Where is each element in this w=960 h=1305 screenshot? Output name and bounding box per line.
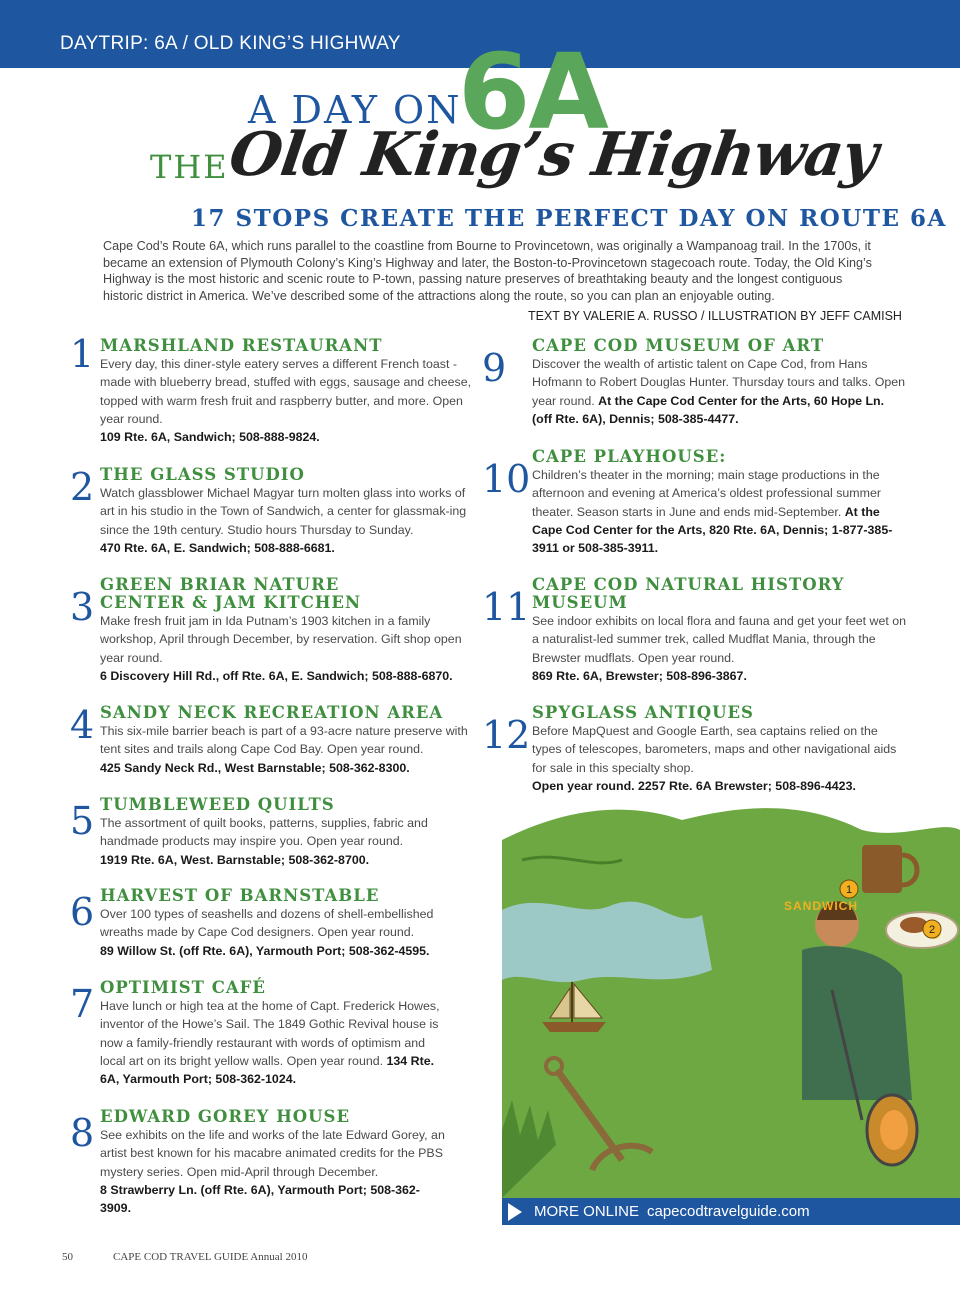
map-label-sandwich: SANDWICH: [784, 899, 858, 913]
entry-title: HARVEST OF BARNSTABLE: [100, 886, 380, 905]
entry-number: 9: [482, 346, 507, 390]
page-number: 50: [62, 1251, 73, 1263]
entry-6: [70, 887, 475, 960]
entry-10: [482, 448, 907, 557]
entry-number: 5: [70, 799, 95, 843]
entry-body: Over 100 types of seashells and dozens of shell-embellished wreaths made by Cape Cod designers. Open year round. 89 Willow St. (off Rte. 6A), Yarmouth Port; 508-362-4595.: [100, 907, 434, 958]
entry-address: 1919 Rte. 6A, West. Barnstable; 508-362-8700.: [100, 852, 370, 867]
more-online-bar[interactable]: [502, 1198, 960, 1225]
map-illustration-svg: [502, 800, 960, 1198]
breakfast-plate-icon: [886, 912, 958, 948]
play-arrow-icon: [508, 1203, 522, 1221]
more-online-link[interactable]: capecodtravelguide.com: [647, 1203, 810, 1220]
map-marker-2: [923, 920, 941, 938]
intro-paragraph: Cape Cod’s Route 6A, which runs parallel to the coastline from Bourne to Provincetown, was originally a Wampanoag trail. In the 1700s, it became an extension of Plymouth Colony’s King’s Highway and later, the Boston-to-Provincetown stagecoach route. Today, the Old King’s Highway is the most historic and scenic route to P-town, passing nature preserves of breathtaking beauty and the longest contiguous historic district in America. We’ve described some of the attractions along the route, so you can plan an enjoyable outing.: [103, 239, 872, 303]
entry-number: 8: [70, 1111, 95, 1155]
entry-body: Every day, this diner-style eatery serves a different French toast - made with blueberry bread, stuffed with eggs, sausage and cheese, topped with warm fresh fruit and raspberry butter, and more. Open year round. 109 Rte. 6A, Sandwich; 508-888-9824.: [100, 357, 472, 445]
map-marker-1: [840, 880, 858, 898]
entry-address: 425 Sandy Neck Rd., West Barnstable; 508-362-8300.: [100, 760, 410, 775]
title-old-kings-highway: Old King’s Highway: [225, 120, 882, 190]
title-the: THE: [150, 148, 229, 186]
entry-title: GREEN BRIAR NATURE CENTER & JAM KITCHEN: [100, 575, 362, 612]
entry-4: [70, 704, 475, 777]
title-a-day-on: A DAY ON: [248, 88, 462, 132]
subtitle: 17 STOPS CREATE THE PERFECT DAY ON ROUTE 6A: [191, 205, 947, 232]
entry-body: See exhibits on the life and works of the late Edward Gorey, an artist best known for his macabre animated credits for the PBS mystery series. Open mid-April through December. 8 Strawberry Ln. (off Rte. 6A), Yarmouth Port; 508-362-3909.: [100, 1128, 445, 1216]
svg-text:1: 1: [845, 884, 853, 896]
entry-title: THE GLASS STUDIO: [100, 465, 305, 484]
entry-address: 109 Rte. 6A, Sandwich; 508-888-9824.: [100, 430, 320, 445]
entry-1: [70, 332, 475, 446]
entry-address: At the Cape Cod Center for the Arts, 820 Rte. 6A, Dennis; 1-877-385-3911 or 508-385-3911.: [532, 504, 893, 556]
entry-number: 12: [482, 713, 531, 757]
entry-number: 1: [70, 332, 95, 376]
entry-number: 6: [70, 890, 95, 934]
publication-name: CAPE COD TRAVEL GUIDE Annual 2010: [113, 1251, 308, 1263]
entry-address: 869 Rte. 6A, Brewster; 508-896-3867.: [532, 668, 747, 683]
entry-body: Watch glassblower Michael Magyar turn molten glass into works of art in his studio in the Town of Sandwich, a center for glassmak-ing since the 19th century. Studio hours Thursday to Sunday. 470 Rte. 6A, E. Sandwich; 508-888-6681.: [100, 486, 467, 555]
entry-title: TUMBLEWEED QUILTS: [100, 795, 335, 814]
entry-body: See indoor exhibits on local flora and fauna and get your feet wet on a naturalist-led summer trek, called Mudflat Mania, through the Brewster mudflats. Open year round. 869 Rte. 6A, Brewster; 508-896-3867.: [532, 614, 907, 683]
credits: TEXT BY VALERIE A. RUSSO / ILLUSTRATION BY JEFF CAMISH: [528, 309, 902, 323]
section-tag: DAYTRIP: 6A / OLD KING’S HIGHWAY: [60, 33, 401, 54]
entry-body: Before MapQuest and Google Earth, sea captains relied on the types of telescopes, barometers, maps and other navigational aids for sale in this specialty shop. Open year round. 2257 Rte. 6A Brewster; 508-896-4423.: [532, 724, 897, 793]
entry-number: 4: [70, 703, 95, 747]
svg-text:2: 2: [928, 924, 936, 936]
entry-2: [70, 466, 475, 557]
entry-number: 3: [70, 585, 95, 629]
entry-number: 2: [70, 465, 95, 509]
entry-address: 470 Rte. 6A, E. Sandwich; 508-888-6681.: [100, 540, 335, 555]
entry-address: 134 Rte. 6A, Yarmouth Port; 508-362-1024.: [100, 1053, 435, 1087]
entry-5: [70, 796, 475, 869]
entry-11: [482, 576, 907, 685]
entry-title: CAPE PLAYHOUSE:: [532, 447, 727, 466]
entry-address: Open year round. 2257 Rte. 6A Brewster; 508-896-4423.: [532, 778, 856, 793]
entry-address: 8 Strawberry Ln. (off Rte. 6A), Yarmouth Port; 508-362-3909.: [100, 1182, 420, 1216]
entry-title: SANDY NECK RECREATION AREA: [100, 703, 444, 722]
entry-title: MARSHLAND RESTAURANT: [100, 336, 383, 355]
entry-body: This six-mile barrier beach is part of a 93-acre nature preserve with tent sites and trails along Cape Cod Bay. Open year round. 425 Sandy Neck Rd., West Barnstable; 508-362-8300.: [100, 724, 468, 775]
entry-body: Make fresh fruit jam in Ida Putnam’s 1903 kitchen in a family workshop, April through December, by reservation. Gift shop open year round. 6 Discovery Hill Rd., off Rte. 6A, E. Sandwich; 508-888-6870.: [100, 614, 462, 683]
route-map-illustration: [502, 800, 960, 1198]
entry-body: The assortment of quilt books, patterns, supplies, fabric and handmade products may inspire you. Open year round. 1919 Rte. 6A, West. Barnstable; 508-362-8700.: [100, 816, 428, 867]
entry-address: At the Cape Cod Center for the Arts, 60 Hope Ln. (off Rte. 6A), Dennis; 508-385-4477.: [532, 393, 885, 426]
entry-address: 89 Willow St. (off Rte. 6A), Yarmouth Port; 508-362-4595.: [100, 943, 430, 958]
entry-title: CAPE COD MUSEUM OF ART: [532, 336, 825, 355]
entry-address: 6 Discovery Hill Rd., off Rte. 6A, E. Sandwich; 508-888-6870.: [100, 668, 453, 683]
entry-title: EDWARD GOREY HOUSE: [100, 1107, 351, 1126]
entry-9: [482, 337, 907, 428]
entry-body: Have lunch or high tea at the home of Capt. Frederick Howes, inventor of the Howe’s Sail. The 1849 Gothic Revival house is now a family-friendly restaurant with words of optimism and local art on its bright yellow walls. Open year round. 134 Rte. 6A, Yarmouth Port; 508-362-1024.: [100, 999, 440, 1087]
entry-3: [70, 576, 475, 685]
entry-title: SPYGLASS ANTIQUES: [532, 703, 754, 722]
entry-body: Discover the wealth of artistic talent on Cape Cod, from Hans Hofmann to Robert Douglas Hunter. Thursday tours and talks. Open year round. At the Cape Cod Center for the Arts, 60 Hope Ln. (off Rte. 6A), Dennis; 508-385-4477.: [532, 357, 906, 426]
entry-number: 11: [482, 585, 531, 629]
entry-7: [70, 979, 475, 1088]
title-6a: 6A: [458, 31, 607, 153]
entry-title: CAPE COD NATURAL HISTORY MUSEUM: [532, 575, 845, 612]
entry-12: [482, 704, 907, 795]
entry-title: OPTIMIST CAFÉ: [100, 978, 266, 997]
entry-number: 10: [482, 457, 531, 501]
entry-8: [70, 1108, 475, 1217]
entry-number: 7: [70, 982, 95, 1026]
entry-body: Children’s theater in the morning; main stage productions in the afternoon and evening at America’s oldest professional summer theater. Season starts in June and ends mid-September. At the Cape Cod Center for the Arts, 820 Rte. 6A, Dennis; 1-877-385-3911 or 508-385-3911.: [532, 468, 893, 556]
more-online-label: MORE ONLINE: [534, 1203, 640, 1220]
